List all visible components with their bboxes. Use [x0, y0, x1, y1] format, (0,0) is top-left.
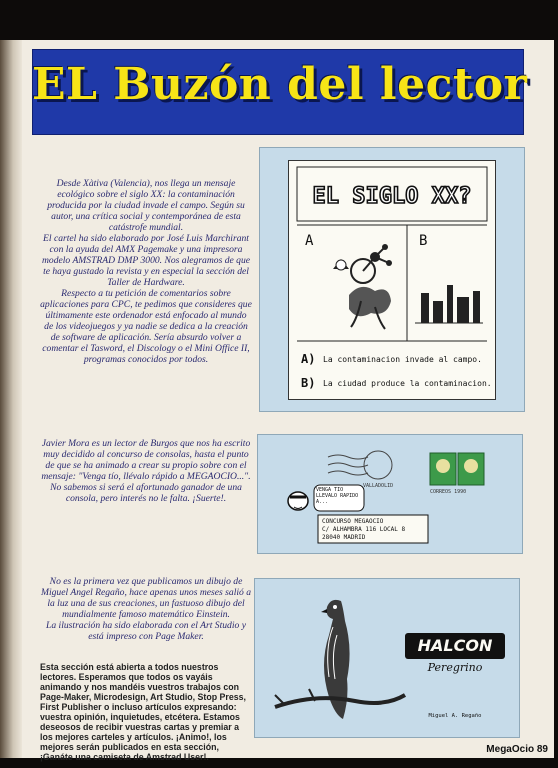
speech-bubble-text: VENGA TIO LLEVALO RAPIDO A... [316, 487, 359, 505]
stamp-caption: CORREOS 1990 [430, 489, 467, 495]
letter-1-paragraph-3: Respecto a tu petición de comentarios sobre aplicaciones para CPC, te pedimos que consideres que últimamente este ordenador está enfocado al mundo de los videojuegos y ya nadie se dedica a la creación de software de aplicación. Sería absurdo volver a comentar el Tasword, el Discology o el Mini Office II, programas conocidos por todos. [40, 288, 252, 365]
page-spine [0, 40, 22, 758]
poster-label-a: A [305, 233, 314, 249]
poster-drawing [289, 161, 495, 399]
cartoon-character-illustration [288, 492, 308, 510]
letter-1-paragraph-1: Desde Xàtiva (Valencia), nos llega un mensaje ecológico sobre el siglo XX: la contaminación producida por la ciudad invade el campo. Según su autor, una crítica social y contemporánea de esta catástrofe mundial. [47, 178, 245, 233]
city-skyline-illustration [415, 285, 483, 323]
address-line-3: 28040 MADRID [322, 534, 366, 541]
caption-b-text: La ciudad produce la contaminacion. [323, 379, 492, 388]
falcon-drawing [255, 579, 519, 737]
envelope-panel [257, 434, 523, 554]
poster-title: EL SIGLO XX? [312, 184, 472, 209]
postmark-icon [328, 451, 392, 479]
poster-artwork [288, 160, 496, 400]
caption-a-text: La contaminacion invade al campo. [323, 355, 482, 364]
falcon-subtitle: Peregrino [427, 661, 483, 674]
caption-a-letter: A) [301, 352, 316, 366]
envelope-drawing [258, 435, 522, 553]
poster-label-b: B [419, 233, 428, 249]
page-number: MegaOcio 89 [486, 744, 548, 755]
address-line-1: CONCURSO MEGAOCIO [322, 518, 384, 525]
falcon-panel [254, 578, 520, 738]
letter-3 [40, 576, 252, 642]
letter-1-paragraph-2: El cartel ha sido elaborado por José Luis Marchirant con la ayuda del AMX Pagemake y una impresora modelo AMSTRAD DMP 3000. Nos alegramos de que te haya gustado la revista y en especial la sección del Taller de Hardware. [41, 233, 251, 288]
falcon-signature: Miguel A. Regaño [428, 713, 482, 719]
falcon-title: HALCON [417, 636, 493, 655]
letter-3-paragraph-2: La ilustración ha sido elaborada con el Art Studio y está impreso con Page Maker. [46, 620, 246, 642]
letter-1 [40, 178, 252, 365]
letter-2 [40, 438, 252, 504]
letter-3-paragraph-1: No es la primera vez que publicamos un dibujo de Miguel Angel Regaño, hace apenas unos meses salió a la luz una de sus creaciones, un fastuoso dibujo del mundialmente famoso matemático Einstein. [40, 576, 252, 620]
address-line-2: C/ ALHAMBRA 116 LOCAL 8 [322, 526, 406, 533]
page-title: EL Buzón del lector [32, 59, 528, 110]
postmark-label: VALLADOLID [363, 483, 394, 489]
header-banner [32, 49, 528, 135]
pollution-blob-illustration [333, 244, 392, 329]
caption-b-letter: B) [301, 376, 316, 390]
letter-2-paragraph-1: Javier Mora es un lector de Burgos que nos ha escrito muy decidido al concurso de consolas, hasta el punto de que se ha animado a crear su propio sobre con el mensaje: "Venga tío, llévalo rápido a MEGAOCIO...". No sabemos si será el afortunado ganador de una consola, pero interés no le falta. ¡Suerte!. [41, 438, 251, 504]
submission-notice: Esta sección está abierta a todos nuestros lectores. Esperamos que todos os vayáis animando y nos mandéis vuestros trabajos con Page-Maker, Microdesign, Art Studio, Stop Press, First Publisher o incluso artículos expresando: vuestra opinión, inquietudes, etcétera. Estamos deseosos de recibir vuestras cartas y premiar a los mejores carteles y artículos. ¡Animo!, los mejores serán publicados en esta sección, ¡Ganáte una camiseta de Amstrad User!. [40, 662, 246, 762]
